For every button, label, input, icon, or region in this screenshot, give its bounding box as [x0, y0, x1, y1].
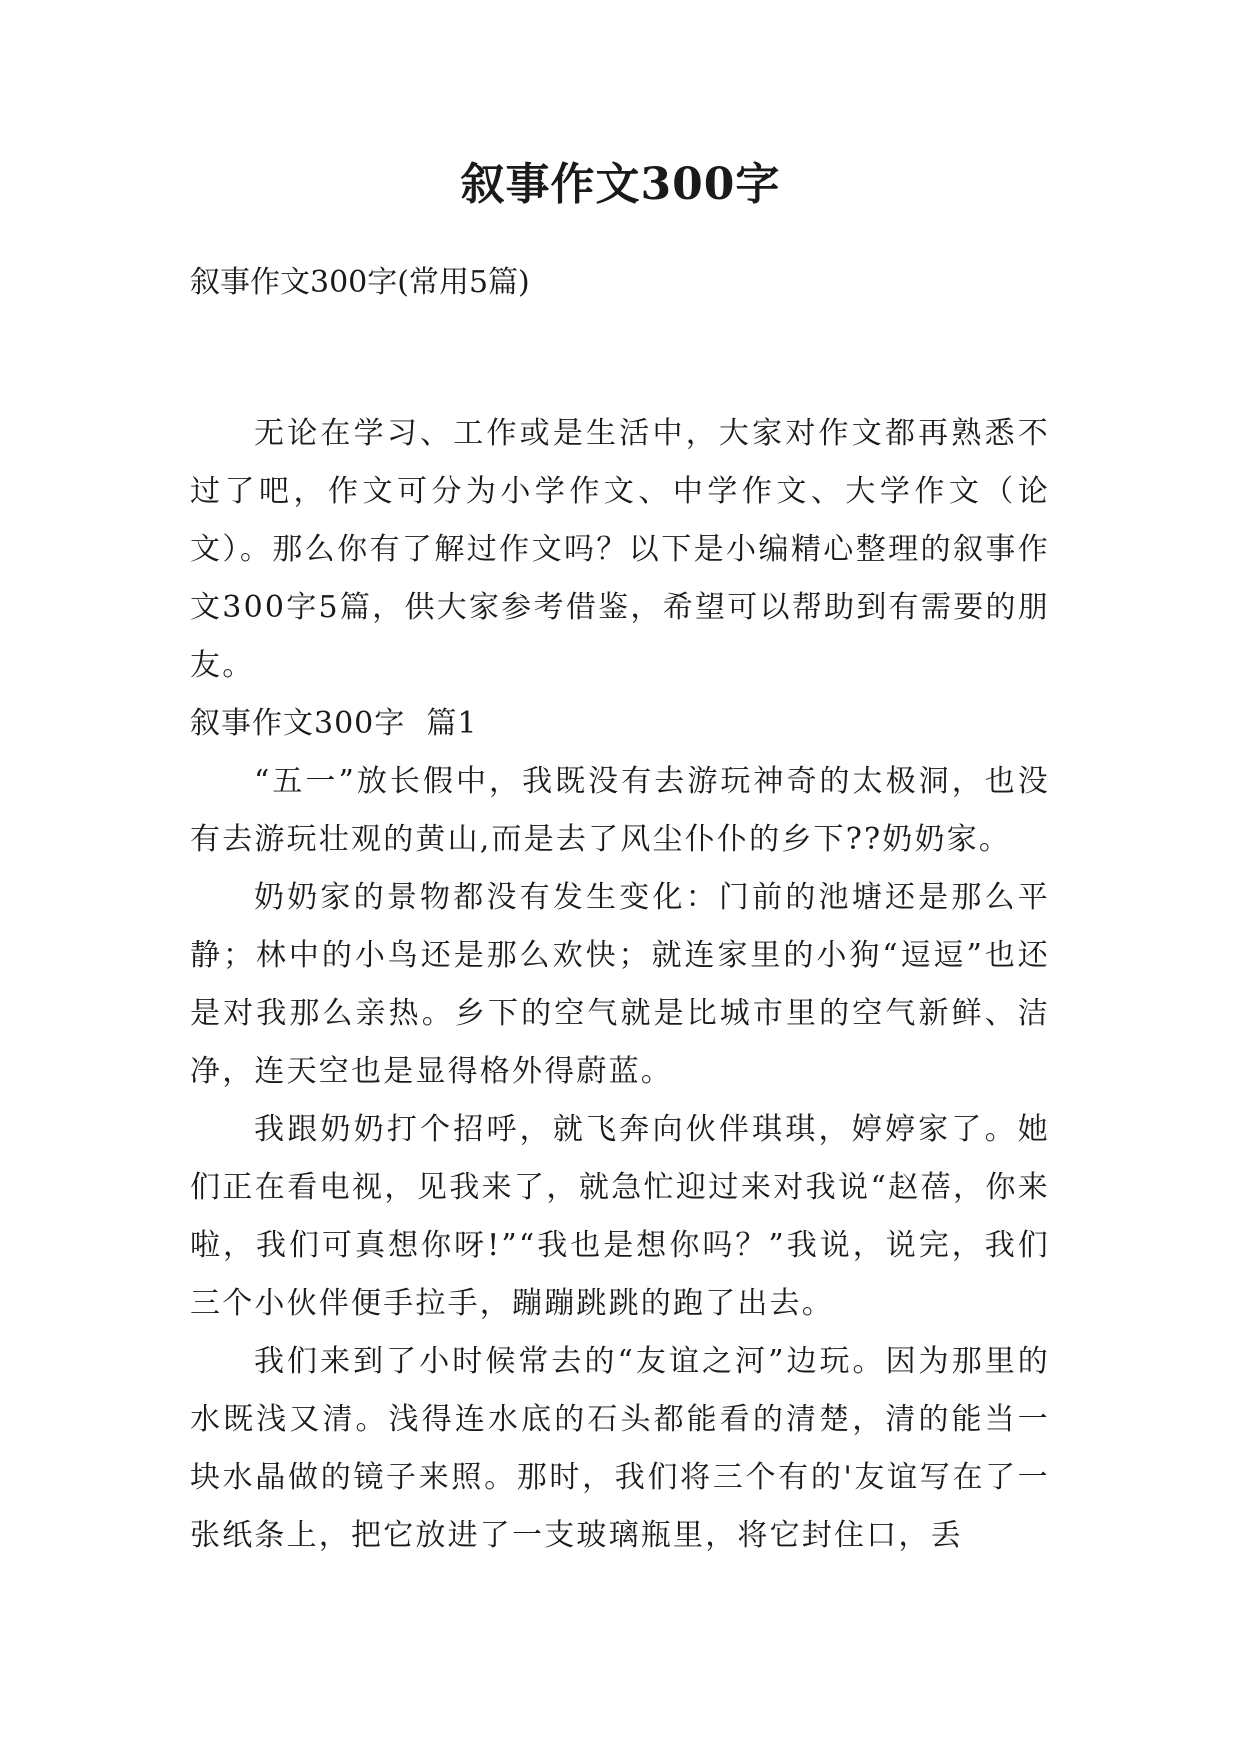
- body-paragraph-1: “五一”放长假中，我既没有去游玩神奇的太极洞，也没有去游玩壮观的黄山,而是去了风尘仆仆的乡下??奶奶家。: [190, 764, 1050, 857]
- body-paragraph-4: 我们来到了小时候常去的“友谊之河”边玩。因为那里的水既浅又清。浅得连水底的石头都能看的清楚，清的能当一块水晶做的镜子来照。那时，我们将三个有的'友谊写在了一张纸条上，把它放进了一支玻璃瓶里，将它封住口，丢: [190, 1344, 1050, 1553]
- section-heading: 叙事作文300字 篇1: [190, 706, 478, 741]
- document-title: 叙事作文300字: [460, 159, 781, 210]
- intro-paragraph: 无论在学习、工作或是生活中，大家对作文都再熟悉不过了吧，作文可分为小学作文、中学作文、大学作文（论文）。那么你有了解过作文吗？以下是小编精心整理的叙事作文300字5篇，供大家参考借鉴，希望可以帮助到有需要的朋友。: [190, 416, 1050, 683]
- body-paragraph-2: 奶奶家的景物都没有发生变化：门前的池塘还是那么平静；林中的小鸟还是那么欢快；就连家里的小狗“逗逗”也还是对我那么亲热。乡下的空气就是比城市里的空气新鲜、洁净，连天空也是显得格外得蔚蓝。: [190, 880, 1050, 1089]
- document-subtitle: 叙事作文300字(常用5篇): [190, 265, 530, 300]
- document-body: [190, 405, 1050, 1565]
- body-paragraph-3: 我跟奶奶打个招呼，就飞奔向伙伴琪琪，婷婷家了。她们正在看电视，见我来了，就急忙迎过来对我说“赵蓓，你来啦，我们可真想你呀!”“我也是想你吗？”我说，说完，我们三个小伙伴便手拉手，蹦蹦跳跳的跑了出去。: [190, 1112, 1050, 1321]
